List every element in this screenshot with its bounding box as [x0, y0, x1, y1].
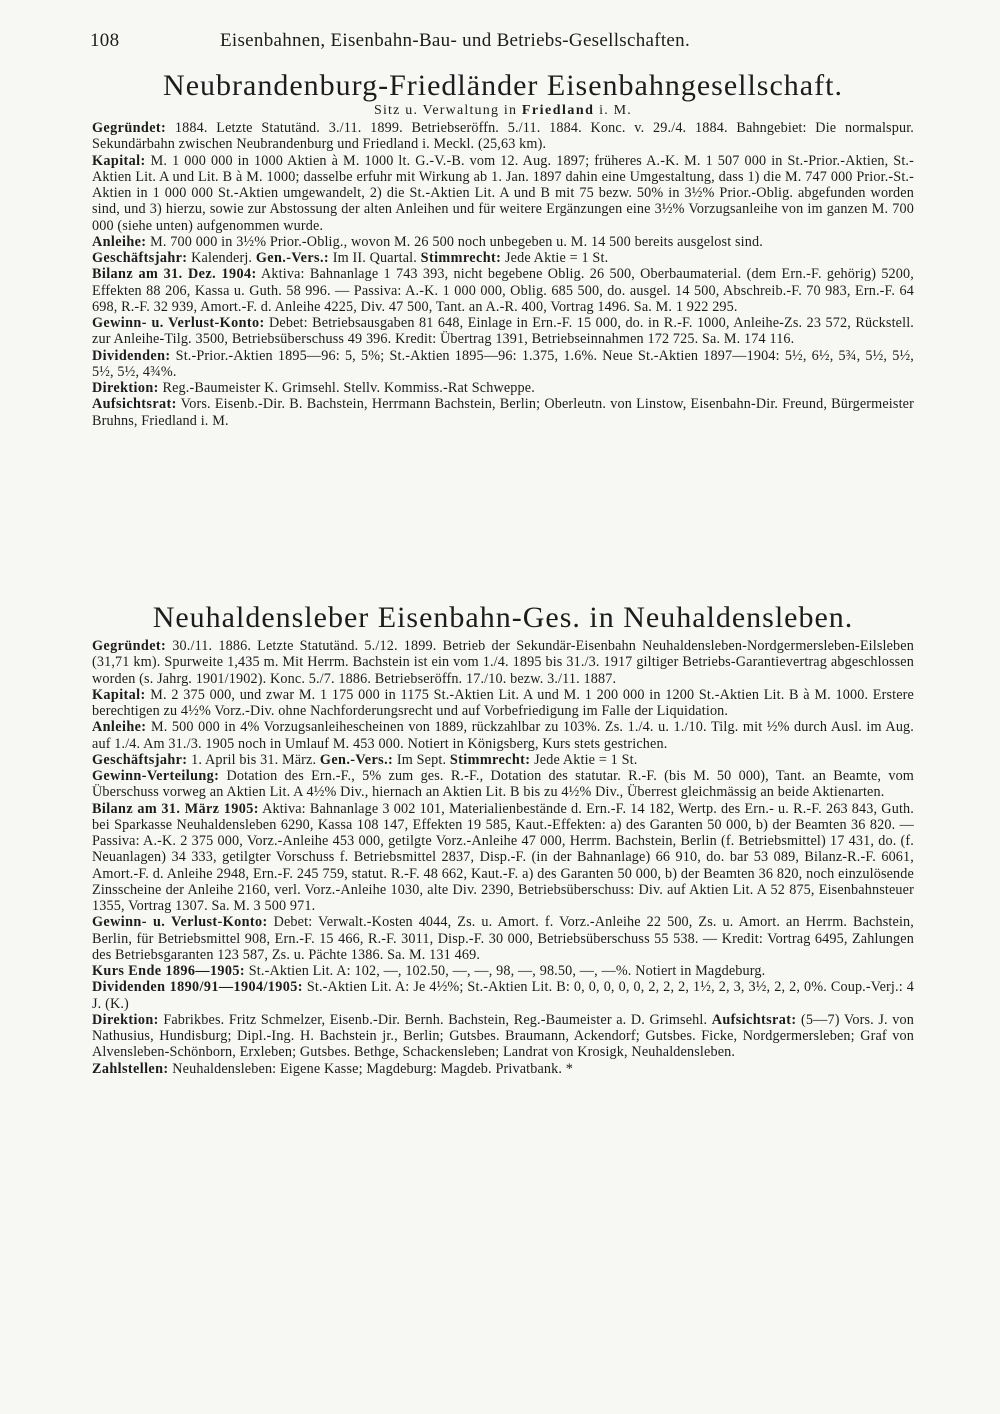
paragraph-label: Dividenden: [92, 347, 171, 364]
paragraph-label: Direktion: [92, 1011, 159, 1028]
entry-paragraph [92, 719, 914, 752]
company-entry-neuhaldensleben [92, 602, 914, 1077]
paragraph-text: Neuhaldensleben: Eigene Kasse; Magdeburg: Magdeb. Privatbank. * [172, 1060, 574, 1077]
paragraph-label: Kapital: [92, 152, 146, 169]
paragraph-text: Jede Aktie = 1 St. [534, 751, 638, 768]
entry-paragraph [92, 752, 914, 768]
entry-paragraph [92, 348, 914, 381]
paragraph-text: Im Sept. [396, 751, 447, 768]
paragraph-label: Bilanz am 31. Dez. 1904: [92, 266, 257, 283]
paragraph-text: 1884. Letzte Statutänd. 3./11. 1899. Betriebseröffn. 5./11. 1884. Konc. v. 29./4. 1884. Bahngebiet: Die normalspur. Sekundärbahn zwischen Neubrandenburg und Friedland i. Meckl. (25,63 km). [92, 120, 914, 153]
paragraph-text: St.-Aktien Lit. A: 102, —, 102.50, —, —, 98, —, 98.50, —, —%. Notiert in Magdeburg. [248, 963, 766, 979]
paragraph-label: Geschäftsjahr: [92, 751, 188, 768]
entry-paragraph [92, 266, 914, 315]
page-number: 108 [90, 30, 120, 51]
paragraph-label: Gegründet: [92, 120, 167, 136]
paragraph-text: Aktiva: Bahnanlage 1 743 393, nicht begebene Oblig. 26 500, Oberbaumaterial. (dem Ern.-F. gehörig) 5200, Effekten 88 206, Kassa u. Guth. 58 996. — Passiva: A.-K. 1 000 000, Oblig. 685 500, do. ausgel. 14 500, Abschreib.-F. 70 983, Ern.-F. 64 698, R.-F. 32 939, Amort.-F. d. Anleihe 4225, Div. 47 500, Tant. an A.-R. 400, Vortrag 1496. Sa. M. 1 922 295. [92, 266, 914, 315]
paragraph-text: 1. April bis 31. März. [191, 751, 317, 768]
paragraph-label: Geschäftsjahr: [92, 250, 188, 266]
entry-paragraph [92, 963, 914, 979]
paragraph-label: Bilanz am 31. März 1905: [92, 800, 259, 817]
company-title: Neuhaldensleber Eisenbahn-Ges. in Neuhaldensleben. [152, 601, 854, 634]
paragraph-label: Kapital: [92, 686, 146, 703]
paragraph-text: M. 700 000 in 3½% Prior.-Oblig., wovon M. 26 500 noch unbegeben u. M. 14 500 bereits ausgelost sind. [150, 233, 763, 250]
company-seat: Sitz u. Verwaltung in Friedland i. M. [373, 103, 633, 118]
paragraph-text: Im II. Quartal. [332, 250, 417, 266]
paragraph-text: (5—7) Vors. J. von Nathusius, Hundisburg; Dipl.-Ing. H. Bachstein jr., Berlin; Gutsbes. Braumann, Ackendorf; Gutsbes. Ficke, Nordgermersleben; Graf von Alvensleben-Schönborn, Erxleben; Gutsbes. Bethge, Schackensleben; Landrat von Krosigk, Neuhaldensleben. [92, 1011, 914, 1061]
entry-paragraph [92, 120, 914, 153]
running-title: Eisenbahnen, Eisenbahn-Bau- und Betriebs-Gesellschaften. [220, 30, 691, 51]
entry-paragraph [92, 250, 914, 266]
paragraph-label: Gen.-Vers.: [319, 751, 394, 768]
paragraph-text: M. 1 000 000 in 1000 Aktien à M. 1000 lt. G.-V.-B. vom 12. Aug. 1897; früheres A.-K. M. 1 507 000 in St.-Prior.-Aktien, St.-Aktien Lit. A und Lit. B à M. 1000; dasselbe erfuhr mit Wirkung ab 1. Jan. 1897 dahin eine Umgestaltung, dass 1) die M. 747 000 Prior.-St.-Aktien in 1 000 000 St.-Aktien umgewandelt, 2) die St.-Aktien Lit. A und B mit 75 bezw. 50% in 3½% Prior.-Oblig. abgefunden worden sind, und 3) hierzu, sowie zur Abstossung der alten Anleihen und für weitere Ergänzungen eine 3½% Vorzugsanleihe von im ganzen M. 700 000 (siehe unten) aufgenommen wurde. [92, 152, 914, 234]
paragraph-text: Aktiva: Bahnanlage 3 002 101, Materialienbestände d. Ern.-F. 14 182, Wertp. des Ern.- u. R.-F. 263 843, Guth. bei Sparkasse Neuhaldensleben 6290, Kassa 108 147, Effekten 19 585, Kaut.-Effekten: a) des Garanten 50 000, b) der Beamten 36 820. — Passiva: A.-K. 2 375 000, Vorz.-Anleihe 453 000, getilgte Vorz.-Anleihe 47 000, Herrm. Bachstein, Berlin (f. Betriebsmittel) 17 431, do. (f. Neuanlagen) 34 333, getilgter Vorschuss f. Betriebsmittel 2837, Disp.-F. (in der Bahnanlage) 66 910, do. bar 53 089, Bilanz-R.-F. 6061, Amort.-F. d. Anleihe 2948, Ern.-F. 245 759, statut. R.-F. 48 662, Kaut.-F. a) des Garanten 50 000, b) der Beamten 36 820, noch einzulösende Zinsscheine der Anleihe 2160, verl. Vorz.-Anleihe 1030, alte Div. 2390, Betriebsüberschuss: Div. auf Aktien Lit. A 52 875, Eisenbahnsteuer 1355, Vortrag 1307. Sa. M. 3 500 971. [92, 800, 914, 914]
paragraph-text: M. 500 000 in 4% Vorzugsanleihescheinen von 1889, rückzahlbar zu 103%. Zs. 1./4. u. 1./10. Tilg. mit ½% durch Ausl. im Aug. auf 1./4. Am 31./3. 1905 noch in Umlauf M. 453 000. Notiert in Königsberg, Kurs stets gestrichen. [92, 719, 915, 752]
paragraph-text: Dotation des Ern.-F., 5% zum ges. R.-F., Dotation des statutar. R.-F. (bis M. 50 000), Tant. an Beamte, vom Überschuss vorweg an Aktien Lit. A 4½% Div., hiernach an Aktien Lit. B bis zu 4½% Div., Überrest gleichmässig an beide Aktienarten. [92, 768, 914, 801]
paragraph-label: Zahlstellen: [92, 1060, 169, 1077]
paragraph-label: Gewinn- u. Verlust-Konto: [92, 315, 265, 331]
paragraph-label: Gewinn- u. Verlust-Konto: [92, 914, 268, 931]
paragraph-label: Stimmrecht: [449, 751, 531, 768]
company-entry-neubrandenburg [92, 70, 914, 429]
paragraph-label: Anleihe: [92, 719, 147, 736]
paragraph-label: Gen.-Vers.: [255, 250, 330, 266]
entry-paragraph [92, 687, 914, 720]
paragraph-label: Anleihe: [92, 233, 147, 250]
paragraph-text: St.-Prior.-Aktien 1895—96: 5, 5%; St.-Aktien 1895—96: 1.375, 1.6%. Neue St.-Aktien 1897—1904: 5½, 6½, 5¾, 5½, 5½, 5½, 5½, 4¾%. [92, 347, 914, 380]
entry-paragraph [92, 801, 914, 915]
paragraph-label: Dividenden 1890/91—1904/1905: [92, 979, 303, 996]
paragraph-text: St.-Aktien Lit. A: Je 4½%; St.-Aktien Lit. B: 0, 0, 0, 0, 0, 2, 2, 2, 1½, 2, 3, 3½, 2, 2, 0%. Coup.-Verj.: 4 J. (K.) [92, 979, 914, 1012]
company-paragraphs [92, 638, 914, 1077]
paragraph-text: Reg.-Baumeister K. Grimsehl. Stellv. Kommiss.-Rat Schweppe. [162, 380, 535, 396]
entry-paragraph [92, 315, 914, 348]
paragraph-text: Jede Aktie = 1 St. [504, 250, 609, 266]
paragraph-text: Debet: Betriebsausgaben 81 648, Einlage in Ern.-F. 15 000, do. in R.-F. 1000, Anleihe-Zs. 23 572, Rückstell. zur Anleihe-Tilg. 3500, Betriebsüberschuss 49 396. Kredit: Übertrag 1391, Betriebseinnahmen 172 725. Sa. M. 174 116. [92, 315, 914, 348]
paragraph-text: Debet: Verwalt.-Kosten 4044, Zs. u. Amort. f. Vorz.-Anleihe 22 500, Zs. u. Amort. an Herrm. Bachstein, Berlin, für Betriebsmittel 908, Ern.-F. 15 466, R.-F. 3011, Disp.-F. 30 000, Betriebsüberschuss 55 538. — Kredit: Vortrag 6495, Zahlungen des Betriebsgaranten 123 587, Zs. u. Pächte 1386. Sa. M. 131 469. [92, 914, 914, 963]
paragraph-label: Aufsichtsrat: [711, 1011, 797, 1028]
paragraph-label: Aufsichtsrat: [92, 396, 177, 413]
paragraph-label: Gegründet: [92, 638, 167, 654]
paragraph-label: Kurs Ende 1896—1905: [92, 963, 246, 979]
paragraph-text: Fabrikbes. Fritz Schmelzer, Eisenb.-Dir. Bernh. Bachstein, Reg.-Baumeister a. D. Grimsehl. [163, 1011, 708, 1028]
entry-paragraph [92, 979, 914, 1012]
running-header [90, 30, 904, 52]
entry-paragraph [92, 638, 914, 687]
entry-paragraph [92, 380, 914, 396]
paragraph-label: Stimmrecht: [420, 250, 502, 266]
entry-paragraph [92, 396, 914, 429]
paragraph-label: Direktion: [92, 380, 159, 396]
entry-paragraph [92, 1061, 914, 1077]
paragraph-text: 30./11. 1886. Letzte Statutänd. 5./12. 1899. Betrieb der Sekundär-Eisenbahn Neuhaldensleben-Nordgermersleben-Eilsleben (31,71 km). Spurweite 1,435 m. Mit Herrm. Bachstein ist ein vom 1./4. 1895 bis 31./3. 1917 giltiger Betriebs-Garantievertrag abgeschlossen worden (s. Jahrg. 1901/1902). Konc. 5./7. 1886. Betriebseröffn. 17./10. bezw. 3./11. 1887. [92, 638, 914, 687]
paragraph-text: Kalenderj. [191, 250, 253, 266]
entry-paragraph [92, 234, 914, 250]
paragraph-label: Gewinn-Verteilung: [92, 768, 220, 784]
paragraph-text: Vors. Eisenb.-Dir. B. Bachstein, Herrmann Bachstein, Berlin; Oberleutn. von Linstow, Eisenbahn-Dir. Freund, Bürgermeister Bruhns, Friedland i. M. [92, 396, 914, 429]
entry-paragraph [92, 914, 914, 963]
entry-paragraph [92, 153, 914, 234]
entry-paragraph [92, 1012, 914, 1061]
entry-paragraph [92, 768, 914, 801]
company-title: Neubrandenburg-Friedländer Eisenbahngesellschaft. [163, 69, 843, 102]
company-paragraphs [92, 120, 914, 429]
paragraph-text: M. 2 375 000, und zwar M. 1 175 000 in 1175 St.-Aktien Lit. A und M. 1 200 000 in 1200 St.-Aktien Lit. B à M. 1000. Erstere berechtigen zu 4½% Vorz.-Div. ohne Nachforderungsrecht und auf Vorbefriedigung im Falle der Liquidation. [92, 686, 914, 719]
